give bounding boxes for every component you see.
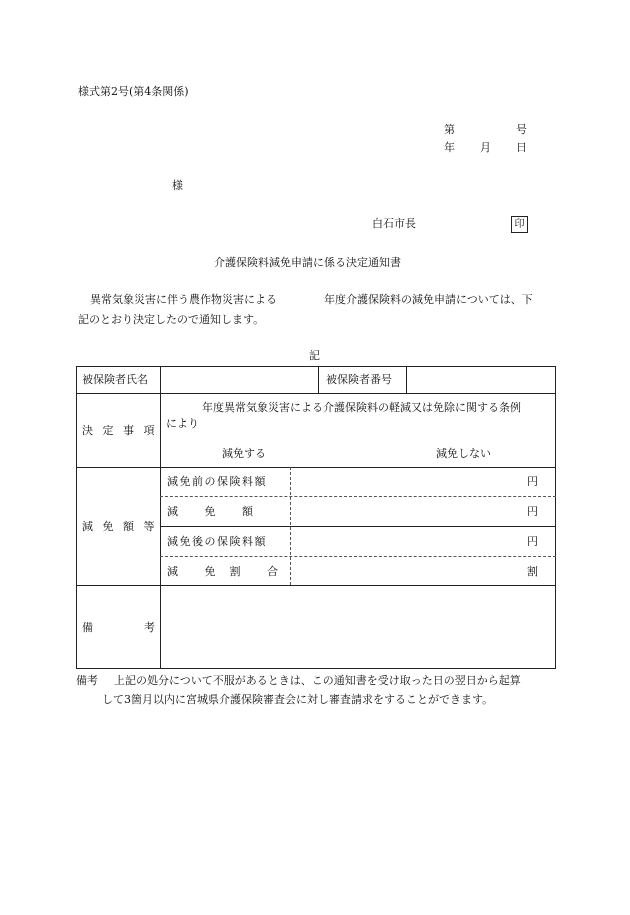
insured-name-label: 被保険者氏名 [82,373,148,386]
addressee: 様 [172,179,183,192]
intro-line1-a: 異常気象災害に伴う農作物災害による [90,293,277,306]
intro-line1-b: 年度介護保険料の減免申請については、下 [324,293,533,306]
page-title: 介護保険料減免申請に係る決定通知書 [214,256,401,269]
date-nen: 年 [444,141,455,154]
reduction-ratio-unit: 割 [527,565,538,578]
option-not-reduce: 減免しない [436,447,491,460]
pre-premium-unit: 円 [527,475,538,488]
remarks-label-b: 考 [144,621,155,634]
footnote-line2: して3箇月以内に宮城県介護保険審査会に対し審査請求をすることができます。 [102,693,494,706]
intro-line2: 記のとおり決定したので通知します。 [78,313,265,326]
date-hi: 日 [516,141,527,154]
post-premium-unit: 円 [527,535,538,548]
date-tsuki: 月 [480,141,491,154]
footnote-head: 備考 [76,674,98,687]
ref-go: 号 [516,123,527,136]
option-reduce: 減免する [222,447,266,460]
ref-dai: 第 [444,123,455,136]
footnote-line1: 上記の処分について不服があるときは、この通知書を受け取った日の翌日から起算 [114,674,521,687]
post-premium-label: 減免後の保険料額 [167,535,267,548]
form-label: 様式第2号(第4条関係) [78,85,189,98]
reduction-label: 減 免 額 等 [82,520,158,533]
reduction-amount-label: 減 免 額 [167,505,255,518]
remarks-label-a: 備 [82,621,93,634]
insured-number-label: 被保険者番号 [326,373,392,386]
pre-premium-label: 減免前の保険料額 [167,475,267,488]
decision-text-line2: により [166,417,199,430]
ki-label: 記 [309,349,320,362]
reduction-amount-unit: 円 [527,505,538,518]
decision-label: 決 定 事 項 [82,424,158,437]
reduction-ratio-label: 減 免 割 合 [167,565,280,578]
decision-text-line1: 年度異常気象災害による介護保険料の軽減又は免除に関する条例 [202,401,521,414]
issuer: 白石市長 [372,217,416,230]
seal-stamp: 印 [511,216,528,233]
